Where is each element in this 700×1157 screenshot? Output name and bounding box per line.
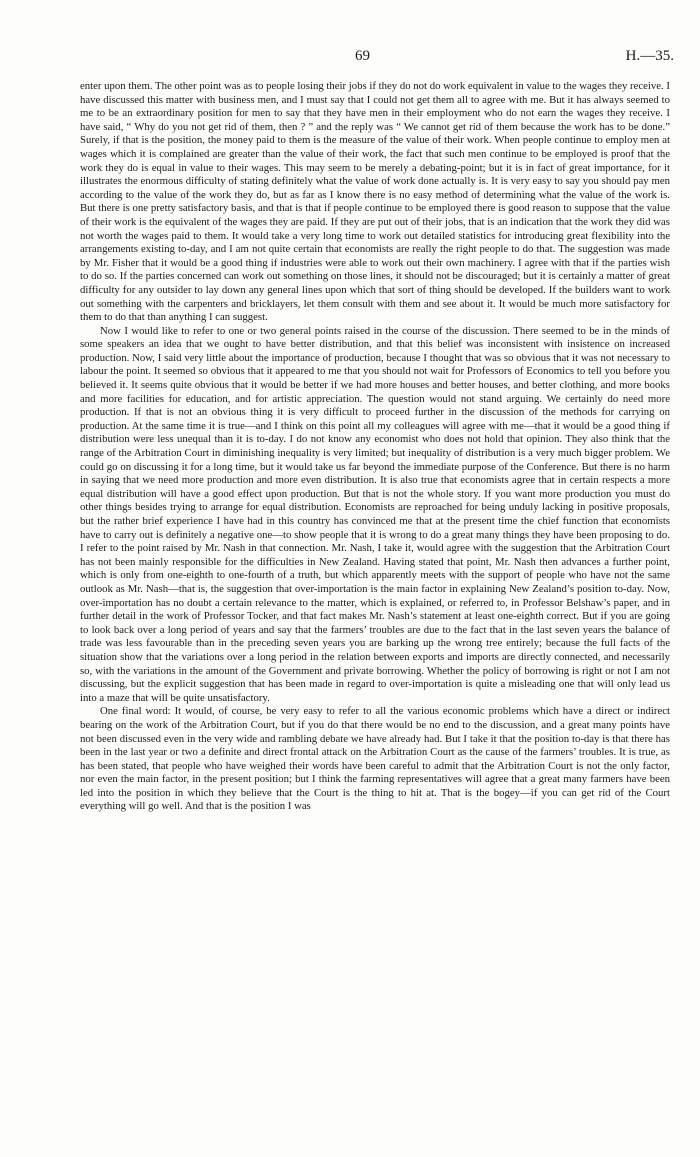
page-number: 69 [355, 48, 370, 64]
paragraph-continuation: enter upon them. The other point was as to people losing their jobs if they do not do work equivalent in value to the wages they receive. I have discussed this matter with business men, and I must say that I could not get them all to agree with me. But it has always seemed to me to be an extraordinary position for men to say that they have men in their employment who do not earn the wages they receive. I have said, “ Why do you not get rid of them, then ? ” and the reply was “ We cannot get rid of them because the work has to be done.” Surely, if that is the position, the money paid to them is the measure of the value of their work. When people continue to employ men at wages which it is complained are greater than the value of their work, the fact that such men continue to be employed is proof that the work they do is equal in value to their wages. This may seem to be merely a debating-point; but it is in fact of great importance, for it illustrates the enormous difficulty of stating definitely what the value of work done actually is. It is very easy to say you should pay men according to the value of the work they do, but as far as I know there is no easy method of determining what the value of the work is. But there is one pretty satisfactory basis, and that is that if people continue to be employed there is good reason to suppose that the value of their work is the equivalent of the wages they are paid. If they are put out of their jobs, that is an indication that the work they did was not worth the wages paid to them. It would take a very long time to work out detailed statistics for introducing great flexibility into the arrangements existing to-day, and I am not quite certain that economists are really the right people to do that. The suggestion was made by Mr. Fisher that it would be a good thing if industries were able to work out their own machinery. I agree with that if the parties wish to do so. If the parties concerned can work out something on those lines, it should not be discouraged; but it is certainly a matter of great difficulty for any outsider to lay down any general lines upon which that sort of thing should be developed. If the builders want to work out something with the carpenters and bricklayers, let them consult with them and see about it. It would be much more satisfactory for them to do that than anything I can suggest. [80, 80, 671, 324]
paragraph-final-word: One final word: It would, of course, be very easy to refer to all the various economic problems which have a direct or indirect bearing on the work of the Arbitration Court, but if you do that there would be no end to the discussion, and a great many points have not been discussed even in the very wide and rambling debate we have already had. But I take it that the position to-day is that there has been in the last year or two a definite and direct frontal attack on the Arbitration Court as the cause of the farmers’ troubles. It is true, as has been stated, that people who have weighed their words have been careful to admit that the Arbitration Court is not the only factor, nor even the main factor, in the present position; but I think the farming representatives will agree that a great many farmers have been led into the position in which they believe that the Court is the thing to hit at. That is the bogey—if you can get rid of the Court everything will go well. And that is the position I was [80, 705, 670, 813]
document-reference: H.—35. [625, 48, 674, 64]
page-header [0, 48, 700, 68]
paragraph-distribution: Now I would like to refer to one or two general points raised in the course of the discussion. There seemed to be in the minds of some speakers an idea that we ought to have better distribution, and that this belief was inconsistent with insistence on increased production. Now, I said very little about the importance of production, because I thought that was so obvious that it was not necessary to labour the point. It seemed so obvious that it appeared to me that you should not wait for Professors of Economics to tell you before you believed it. It seems quite obvious that it would be better if we had more houses and better houses, and better clothing, and more books and more facilities for education, and for artistic appreciation. The question would not stand arguing. We certainly do need more production. If that is not an obvious thing it is very difficult to proceed further in the discussion of the methods for carrying on production. At the same time it is true—and I think on this point all my colleagues will agree with me—that it would be a good thing if distribution were less unequal than it is to-day. I do not know any economist who does not hold that opinion. They also think that the range of the Arbitration Court in diminishing inequality is very limited; but inequality of distribution is a very much bigger problem. We could go on discussing it for a long time, but it would take us far beyond the immediate purpose of the Conference. But there is no harm in saying that we need more production and more even distribution. It is also true that economists agree that in certain respects a more equal distribution will have a good effect upon production. But that is not the whole story. If you want more production you must do other things besides trying to arrange for equal distribution. Economists are reproached for being unduly lacking in positive proposals, but the rather brief experience I have had in this country has convinced me that at the present time the chief function that economists have to carry out is definitely a negative one—to show people that it is wrong to do a great many things they have been proposing to do. I refer to the point raised by Mr. Nash in that connection. Mr. Nash, I take it, would agree with the suggestion that the Arbitration Court has not been mainly responsible for the difficulties in New Zealand. Having stated that point, Mr. Nash then advances a further point, which is only from one-eighth to one-fourth of a truth, but which apparently meets with the support of people who have not the same outlook as Mr. Nash—that is, the suggestion that over-importation is the main factor in explaining New Zealand’s position to-day. Now, over-importation has no doubt a certain relevance to the matter, which is explained, or referred to, in Professor Belshaw’s paper, and in further detail in the work of Professor Tocker, and that fact makes Mr. Nash’s statement at least one-eighth correct. But if you are going to look back over a long period of years and say that the farmers’ troubles are due to the fact that in the last seven years the balance of trade was less favourable than in the preceding seven years you are barking up the wrong tree entirely; because the full facts of the situation show that the variations over a long period in the relation between exports and imports are directly connected, and necessarily so, with the variations in the amount of the Government and private borrowing. Whether the policy of borrowing is right or not I am not discussing, but the explicit suggestion that has been made in regard to over-importation is quite a misleading one that will only lead us into a maze that will be quite unsatisfactory. [80, 324, 670, 704]
body-text [80, 80, 670, 814]
